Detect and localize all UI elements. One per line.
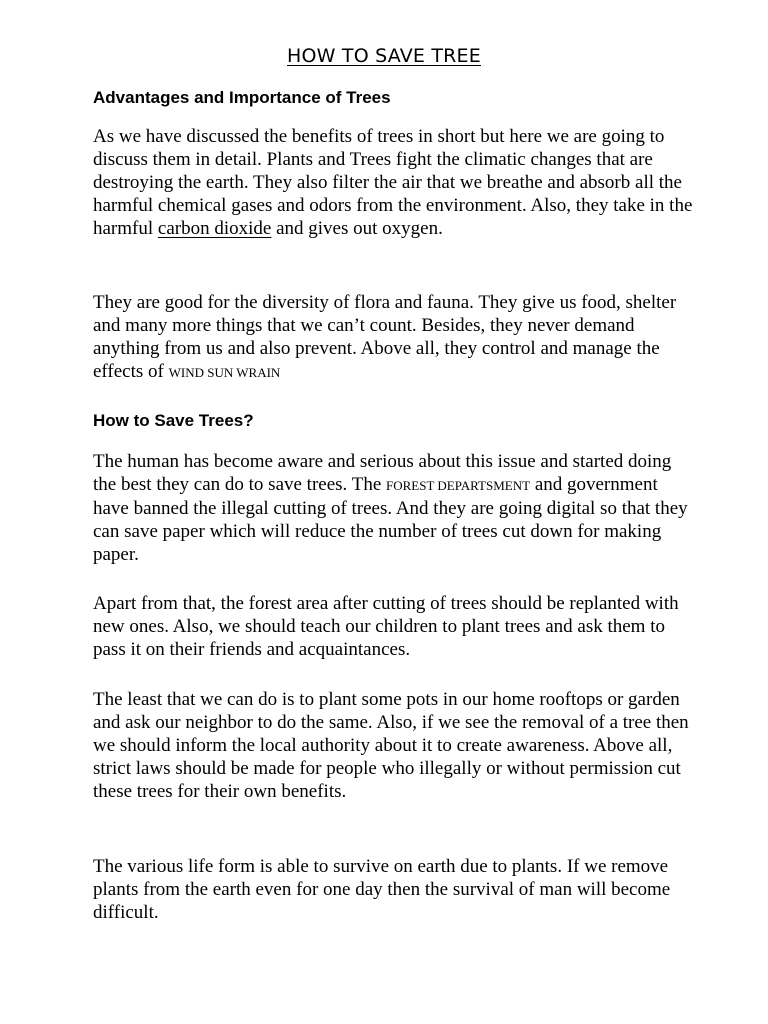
- paragraph-replanting: Apart from that, the forest area after cutting of trees should be replanted with new ones. Also, we should teach our children to plant trees and ask them to pass it on their friends and acquaintances.: [93, 593, 679, 660]
- paragraph-diversity: [93, 291, 693, 384]
- paragraph-text: The human has become aware and serious about this issue and started doing the best they can do to save trees. The: [93, 451, 672, 495]
- paragraph-survival: The various life form is able to survive on earth due to plants. If we remove plants from the earth even for one day then the survival of man will become difficult.: [93, 856, 671, 923]
- small-caps-text: WIND SUN WRAIN: [168, 365, 281, 380]
- paragraph-text: and gives out oxygen.: [271, 218, 443, 239]
- paragraph-text: They are good for the diversity of flora and fauna. They give us food, shelter and many more things that we can’t count. Besides, they never demand anything from us and also prevent. Above all, they control and manage the effects of: [93, 292, 677, 382]
- paragraph-pots-and-laws: The least that we can do is to plant some pots in our home rooftops or garden and ask our neighbor to do the same. Also, if we see the removal of a tree then we should inform the local authority about it to create awareness. Above all, strict laws should be made for people who illegally or without permission cut these trees for their own benefits.: [93, 689, 689, 802]
- paragraph-text: As we have discussed the benefits of trees in short but here we are going to discuss them in detail. Plants and Trees fight the climatic changes that are destroying the earth. They also filter the air that we breathe and absorb all the harmful chemical gases and odors from the environment. Also, they take in the harmful: [93, 126, 693, 239]
- paragraph-awareness: [93, 450, 693, 566]
- paragraph-text: and government have banned the illegal cutting of trees. And they are going digital so that they can save paper which will reduce the number of trees cut down for making paper.: [93, 474, 688, 565]
- page-title: HOW TO SAVE TREE: [287, 45, 481, 67]
- section-heading-advantages: Advantages and Importance of Trees: [93, 88, 391, 107]
- paragraph-benefits: [93, 125, 693, 240]
- carbon-dioxide-link[interactable]: carbon dioxide: [157, 218, 272, 239]
- small-caps-text: FOREST DEPARTSMENT: [386, 478, 531, 493]
- section-heading-how-to-save: How to Save Trees?: [93, 411, 254, 430]
